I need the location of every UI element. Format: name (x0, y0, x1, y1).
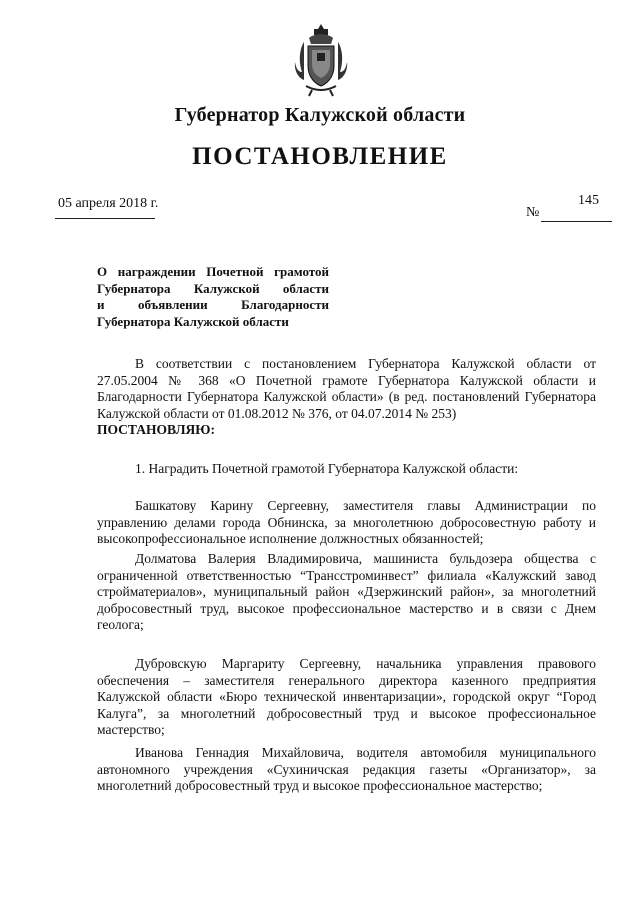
document-subject (97, 264, 329, 330)
awardee-paragraph (97, 498, 596, 548)
date-underline (55, 218, 155, 219)
number-sign: № (526, 205, 540, 220)
preamble-paragraph (97, 356, 596, 439)
subject-line: Губернатора Калужской области (97, 280, 329, 296)
awardee-text: Дубровскую Маргариту Сергеевну, начальника управления правового обеспечения – заместителя генерального директора казенного предприятия Калужской области «Бюро технической инвентаризации», городской округ “Город Калуга”, за многолетний добросовестный труд и высокое профессиональное мастерство; (97, 656, 596, 737)
awardee-text: Иванова Геннадия Михайловича, водителя автомобиля муниципального автономного учреждения «Сухиничская редакция газеты «Организатор», за многолетний добросовестный труд и высокое профессиональное мастерство; (97, 745, 596, 793)
subject-line: и объявлении Благодарности (97, 297, 329, 312)
preamble-text: В соответствии с постановлением Губернатора Калужской области от 27.05.2004 № 368 «О Почетной грамоте Губернатора Калужской области и Благодарности Губернатора Калужской области» (в ред. постановлений Губернатора Калужской области от 01.08.2012 № 376, от 04.07.2014 № 253) (97, 356, 596, 421)
document-type-title: ПОСТАНОВЛЕНИЕ (192, 143, 448, 170)
awardee-paragraph (97, 551, 596, 634)
awardee-paragraph (97, 745, 596, 795)
coat-of-arms-emblem (290, 20, 352, 98)
awardee-text: Башкатову Карину Сергеевну, заместителя главы Администрации по управлению делами города Обнинска, за многолетнюю добросовестную работу и высокопрофессиональное исполнение должностных обязанностей; (97, 498, 596, 546)
item-1-heading: 1. Наградить Почетной грамотой Губернатора Калужской области: (135, 461, 519, 476)
awardee-text: Долматова Валерия Владимировича, машиниста бульдозера общества с ограниченной ответственностью “Трансстроминвест” филиала «Калужский завод стройматериалов», муниципальный район «Дзержинский район», за многолетний добросовестный труд, высокое профессиональное мастерство и в связи с Днем геолога; (97, 551, 596, 632)
subject-line: Губернатора Калужской области (97, 313, 289, 329)
subject-line: О награждении Почетной грамотой (97, 264, 329, 279)
decree-word: ПОСТАНОВЛЯЮ: (97, 422, 215, 437)
issuing-authority: Губернатор Калужской области (174, 104, 466, 126)
number-underline (541, 221, 612, 222)
document-date: 05 апреля 2018 г. (58, 196, 159, 211)
awardee-paragraph (97, 656, 596, 739)
document-number: 145 (578, 193, 599, 208)
